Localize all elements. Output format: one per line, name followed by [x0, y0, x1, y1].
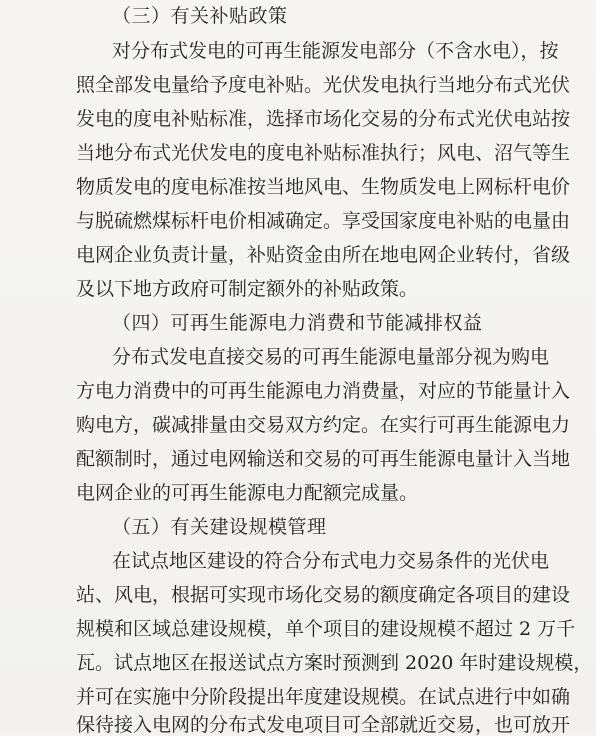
section-5-line-1: 在试点地区建设的符合分布式电力交易条件的光伏电 [112, 550, 550, 572]
section-4-line-1: 分布式发电直接交易的可再生能源电量部分视为购电 [112, 346, 550, 368]
section-5-line-6: 保待接入电网的分布式发电项目可全部就近交易，也可放开 [76, 714, 571, 736]
section-4-line-2: 方电力消费中的可再生能源电力消费量，对应的节能量计入 [76, 380, 571, 402]
section-3-line-8: 及以下地方政府可制定额外的补贴政策。 [76, 278, 419, 300]
section-5-line-4: 瓦。试点地区在报送试点方案时预测到 2020 年时建设规模， [76, 652, 593, 674]
section-5-line-3: 规模和区域总建设规模，单个项目的建设规模不超过 2 万千 [76, 618, 576, 640]
section-3-line-6: 与脱硫燃煤标杆电价相减确定。享受国家度电补贴的电量由 [76, 210, 571, 232]
section-5-line-2: 站、风电，根据可实现市场化交易的额度确定各项目的建设 [76, 584, 571, 606]
section-4-line-5: 电网企业的可再生能源电力配额完成量。 [76, 482, 419, 504]
section-5-line-5: 并可在实施中分阶段提出年度建设规模。在试点进行中如确 [76, 686, 571, 708]
section-3-heading: （三）有关补贴政策 [112, 5, 288, 27]
section-5-heading: （五）有关建设规模管理 [112, 516, 327, 538]
section-3-line-3: 发电的度电补贴标准，选择市场化交易的分布式光伏电站按 [76, 108, 571, 130]
section-4-heading: （四）可再生能源电力消费和节能减排权益 [112, 312, 483, 334]
section-4-line-3: 购电方，碳减排量由交易双方约定。在实行可再生能源电力 [76, 414, 571, 436]
section-3-line-4: 当地分布式光伏发电的度电补贴标准执行；风电、沼气等生 [76, 142, 571, 164]
section-3-line-2: 照全部发电量给予度电补贴。光伏发电执行当地分布式光伏 [76, 74, 571, 96]
section-3-line-5: 物质发电的度电标准按当地风电、生物质发电上网标杆电价 [76, 176, 571, 198]
section-4-line-4: 配额制时，通过电网输送和交易的可再生能源电量计入当地 [76, 448, 571, 470]
section-3-line-1: 对分布式发电的可再生能源发电部分（不含水电），按 [112, 40, 559, 62]
section-3-line-7: 电网企业负责计量，补贴资金由所在地电网企业转付，省级 [76, 244, 571, 266]
